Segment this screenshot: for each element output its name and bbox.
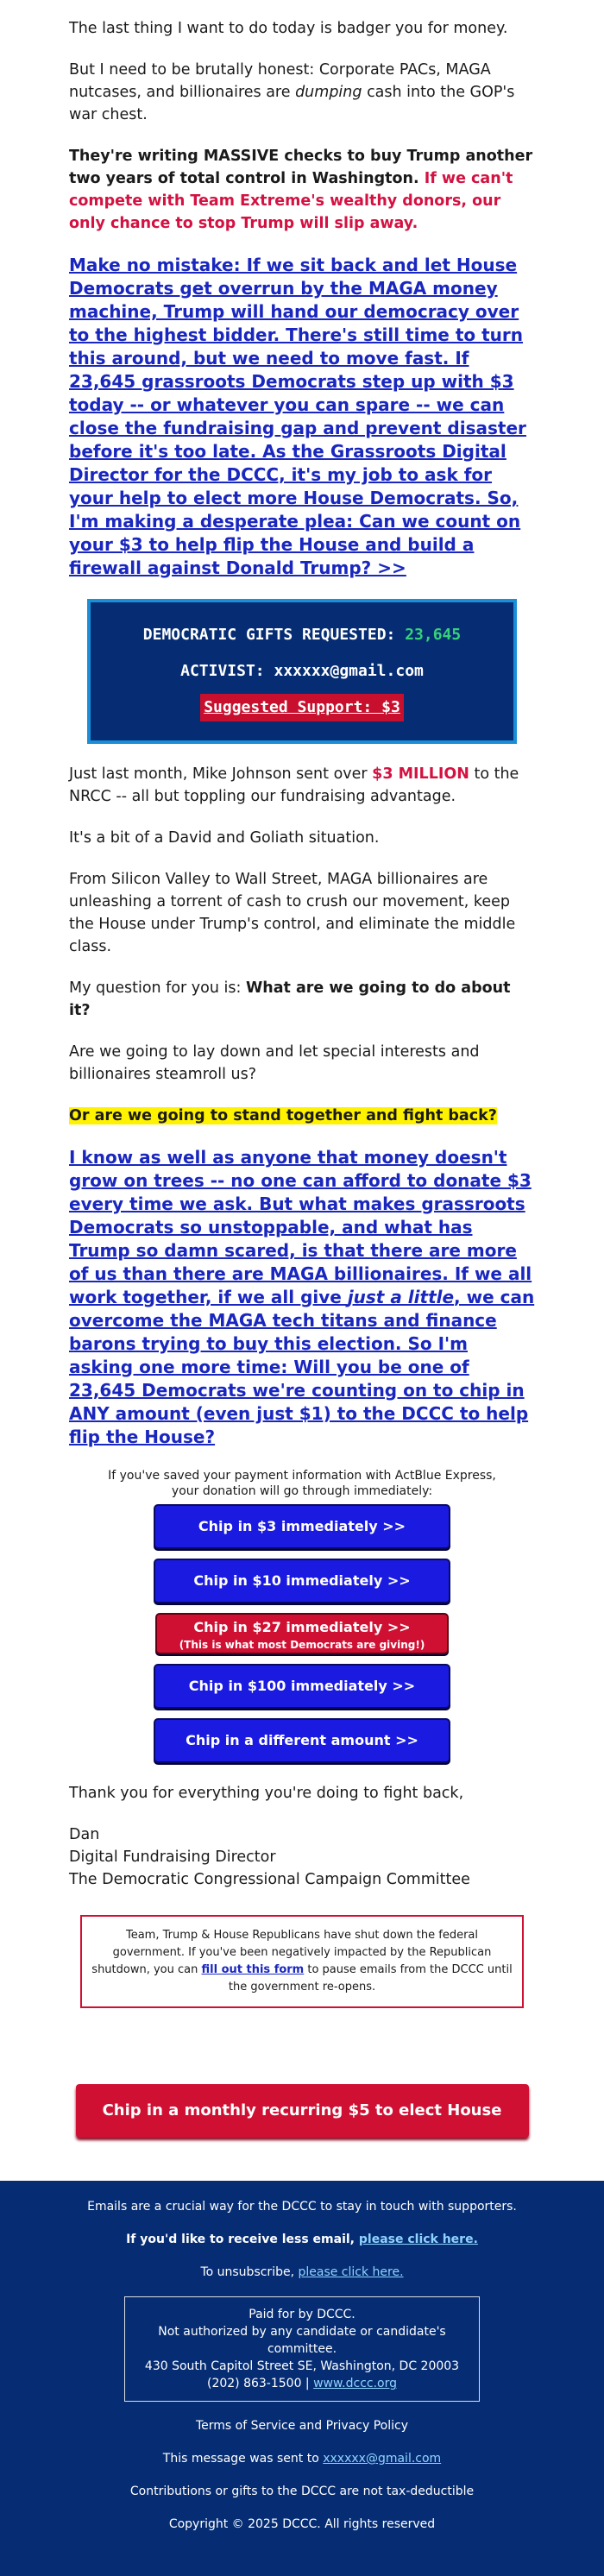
unsubscribe-link[interactable]: please click here. [298, 2265, 404, 2279]
david-goliath-paragraph: It's a bit of a David and Goliath situation. [69, 829, 380, 847]
johnson-text-b: to the NRCC -- all but toppling our fundraising advantage. [69, 765, 519, 805]
footer-less-email-text: If you'd like to receive less email, [126, 2233, 359, 2246]
shutdown-notice-text-a: Team, Trump & House Republicans have shut down the federal government. If you've been negatively impacted by the Republican shutdown, you can [91, 1929, 492, 1976]
footer-copyright: Copyright © 2025 DCCC. All rights reserved [168, 2517, 436, 2531]
donate-link-2-em[interactable]: just a little [347, 1287, 455, 1307]
closing-section [0, 1763, 604, 1915]
donate-link-2-a[interactable]: I know as well as anyone that money doesn't grow on trees -- no one can afford to donate $3 every time we ask. But what makes grassroots Democrats so unstoppable, and what has Trump so damn scared, is that there are more of us than there are MAGA billionaires. If we all work together, if we all give [69, 1147, 532, 1307]
donate-link-2-b[interactable]: , we can overcome the MAGA tech titans and finance barons trying to buy this election. So I'm asking one more time: Will you be one of 23,645 Democrats we're counting on to chip in ANY amount (even just $1) to the DCCC to help flip the House? [69, 1287, 535, 1447]
chip-in-27-button[interactable] [155, 1613, 449, 1654]
question-text-b: What are we going to do about it? [69, 979, 511, 1019]
highlight-text: Or are we going to stand together and fight back? [69, 1107, 497, 1124]
less-email-link[interactable]: please click here. [358, 2233, 478, 2246]
donate-link-1[interactable]: Make no mistake: If we sit back and let House Democrats get overrun by the MAGA money machine, Trump will hand our democracy over to the highest bidder. There's still time to turn this around, but we need to move fast. If 23,645 grassroots Democrats step up with $3 today -- or whatever you can spare -- we can close the fundraising gap and prevent disaster before it's too late. As the Grassroots Digital Director for the DCCC, it's my job to ask for your help to elect more House Democrats. So, I'm making a desperate plea: Can we count on your $3 to help flip the House and build a firewall against Donald Trump? >> [69, 255, 526, 578]
closing-thanks: Thank you for everything you're doing to fight back, [69, 1785, 464, 1802]
dccc-website-link[interactable]: www.dccc.org [313, 2377, 398, 2390]
footer [0, 2181, 604, 2576]
footer-tax-line: Contributions or gifts to the DCCC are not tax-deductible [129, 2485, 475, 2498]
lay-down-paragraph: Are we going to lay down and let special interests and billionaires steamroll us? [69, 1043, 480, 1083]
intro-paragraph-3-bold: They're writing MASSIVE checks to buy Trump another two years of total control in Washington. [69, 148, 533, 187]
intro-paragraph-2-a: But I need to be brutally honest: Corporate PACs, MAGA nutcases, and billionaires are [69, 61, 491, 101]
intro-paragraph-2-b: cash into the GOP's war chest. [69, 84, 515, 123]
gifts-requested-count: 23,645 [405, 626, 462, 644]
gifts-requested-line [91, 621, 513, 649]
intro-paragraph-2-em: dumping [295, 84, 362, 101]
chip-in-27-label[interactable]: Chip in $27 immediately >> [193, 1619, 411, 1635]
actblue-intro-line-2: your donation will go through immediately: [171, 1484, 433, 1498]
intro-paragraph-3 [69, 145, 535, 235]
paid-for-line-2: Not authorized by any candidate or candidate's committee. [158, 2325, 446, 2356]
footer-sent-to-line [0, 2450, 604, 2467]
shutdown-notice-text-b: to pause emails from the DCCC until the government re-opens. [228, 1963, 513, 1993]
silicon-valley-paragraph: From Silicon Valley to Wall Street, MAGA billionaires are unleashing a torrent of cash to crush our movement, keep the House under Trump's control, and eliminate the middle class. [69, 871, 516, 955]
actblue-intro [0, 1468, 604, 1499]
gift-request-box[interactable] [87, 599, 517, 744]
actblue-intro-line-1: If you've saved your payment information with ActBlue Express, [108, 1469, 496, 1483]
suggested-support-link[interactable]: Suggested Support: $3 [200, 694, 404, 721]
question-text-a: My question for you is: [69, 979, 246, 997]
email-body-2 [0, 744, 604, 1468]
chip-in-3-button[interactable]: Chip in $3 immediately >> [154, 1504, 450, 1549]
question-paragraph [69, 977, 535, 1022]
paid-for-contact [125, 2375, 479, 2392]
monthly-recurring-button[interactable]: Chip in a monthly recurring $5 to elect House Dems >> [76, 2084, 529, 2138]
footer-unsubscribe-text: To unsubscribe, [200, 2265, 299, 2279]
paid-for-line-1: Paid for by DCCC. [249, 2308, 355, 2321]
chip-in-10-button[interactable]: Chip in $10 immediately >> [154, 1559, 450, 1603]
activist-email-line: ACTIVIST: xxxxxx@gmail.com [180, 662, 424, 680]
footer-crucial-line: Emails are a crucial way for the DCCC to stay in touch with supporters. [87, 2200, 517, 2214]
intro-paragraph-3-red: If we can't compete with Team Extreme's wealthy donors, our only chance to stop Trump will slip away. [69, 170, 513, 232]
intro-paragraph-1: The last thing I want to do today is badger you for money. [69, 20, 508, 37]
chip-in-27-sublabel[interactable]: (This is what most Democrats are giving!) [179, 1639, 425, 1651]
signature-org: The Democratic Congressional Campaign Committee [69, 1871, 470, 1888]
signature-title: Digital Fundraising Director [69, 1849, 276, 1866]
recipient-email-link[interactable]: xxxxxx@gmail.com [323, 2452, 442, 2466]
johnson-paragraph [69, 763, 535, 808]
intro-paragraph-2 [69, 59, 535, 126]
terms-privacy-link[interactable]: Terms of Service and Privacy Policy [195, 2419, 408, 2433]
donate-link-paragraph-1[interactable] [69, 254, 535, 580]
paid-for-address: 430 South Capitol Street SE, Washington, DC 20003 [144, 2359, 460, 2373]
highlight-paragraph [69, 1105, 535, 1127]
paid-for-box [124, 2296, 480, 2402]
donate-link-paragraph-2[interactable] [69, 1146, 535, 1449]
johnson-text-a: Just last month, Mike Johnson sent over [69, 765, 373, 783]
footer-unsubscribe-line [0, 2264, 604, 2281]
email-body [0, 0, 604, 599]
chip-in-100-button[interactable]: Chip in $100 immediately >> [154, 1664, 450, 1709]
shutdown-notice [80, 1915, 524, 2008]
footer-less-email-line [0, 2231, 604, 2248]
fill-out-form-link[interactable]: fill out this form [201, 1963, 305, 1976]
paid-for-phone: (202) 863-1500 | [206, 2377, 314, 2390]
suggested-support-line[interactable] [91, 694, 513, 721]
footer-sent-to-text: This message was sent to [162, 2452, 324, 2466]
gifts-requested-label: DEMOCRATIC GIFTS REQUESTED: [142, 626, 406, 644]
chip-in-other-button[interactable]: Chip in a different amount >> [154, 1718, 450, 1763]
johnson-amount: $3 MILLION [372, 765, 469, 783]
signature-name: Dan [69, 1826, 100, 1843]
